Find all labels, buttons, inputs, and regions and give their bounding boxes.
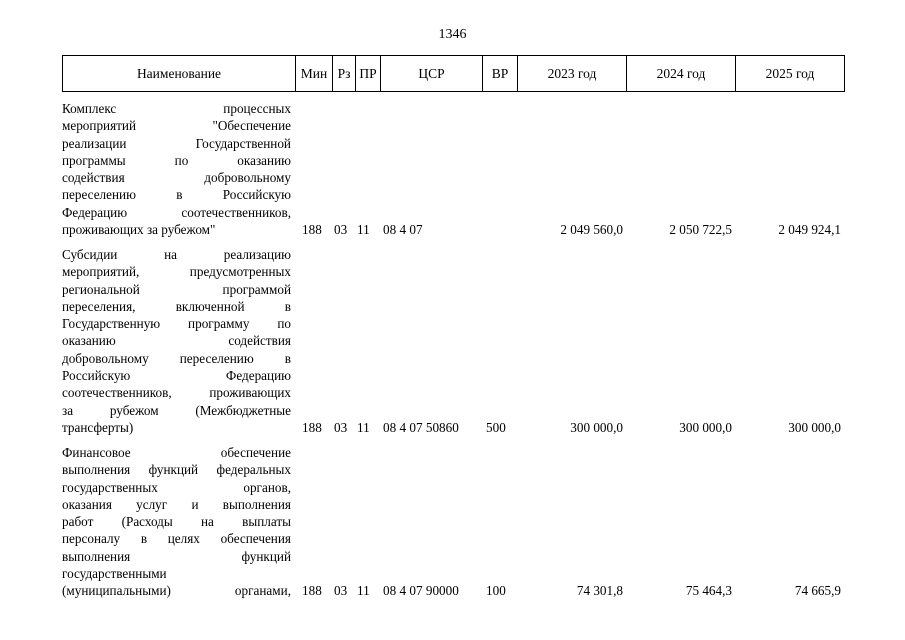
cell-2025: 74 665,9: [794, 583, 841, 598]
name-line: трансферты): [62, 419, 134, 435]
cell-2025: 2 049 924,1: [778, 222, 841, 237]
name-line: работ (Расходы на выплаты: [62, 514, 291, 530]
header-csr: ЦСР: [418, 65, 445, 81]
cell-csr: 08 4 07 50860: [383, 420, 459, 435]
name-line: Государственную программу по: [62, 316, 291, 332]
header-min: Мин: [300, 65, 328, 81]
cell-pr: 11: [357, 583, 370, 598]
cell-rz: 03: [334, 420, 348, 435]
header-name: Наименование: [136, 65, 222, 81]
cell-min: 188: [302, 420, 322, 435]
header-2023: 2023 год: [547, 65, 597, 81]
name-line: региональной программой: [62, 281, 291, 297]
cell-2024: 75 464,3: [685, 583, 732, 598]
page-number: 1346: [438, 27, 467, 42]
header-2025: 2025 год: [765, 65, 815, 81]
name-line: выполнения функций федеральных: [62, 462, 291, 478]
name-line: соотечественников, проживающих: [62, 385, 291, 401]
cell-rz: 03: [334, 583, 348, 598]
name-line: выполнения функций: [62, 548, 291, 564]
header-rz: Рз: [337, 65, 351, 81]
cell-2024: 300 000,0: [679, 420, 732, 435]
name-line: Федерацию соотечественников,: [62, 204, 291, 220]
name-line: Российскую Федерацию: [62, 368, 291, 384]
cell-min: 188: [302, 583, 322, 598]
name-line: за рубежом (Межбюджетные: [62, 402, 291, 418]
row-name: [62, 246, 291, 436]
name-line: государственных органов,: [62, 479, 291, 495]
cell-csr: 08 4 07: [383, 222, 423, 237]
cell-pr: 11: [357, 420, 370, 435]
name-line: оказанию содействия: [62, 333, 291, 349]
name-line: мероприятий, предусмотренных: [62, 264, 291, 280]
header-vr: ВР: [491, 65, 509, 81]
cell-rz: 03: [334, 222, 348, 237]
name-line: Субсидии на реализацию: [62, 247, 291, 262]
name-line: переселения, включенной в: [62, 298, 291, 314]
row-name: [62, 100, 291, 238]
cell-2023: 74 301,8: [576, 583, 623, 598]
cell-2024: 2 050 722,5: [669, 222, 732, 237]
cell-2023: 300 000,0: [570, 420, 623, 435]
name-line: мероприятий "Обеспечение: [62, 118, 291, 134]
name-line: программы по оказанию: [62, 152, 291, 168]
header-pr: ПР: [359, 65, 377, 81]
name-line: Комплекс процессных: [62, 101, 291, 116]
header-2024: 2024 год: [656, 65, 706, 81]
name-line: добровольному переселению в: [62, 350, 291, 366]
cell-2023: 2 049 560,0: [560, 222, 623, 237]
cell-2025: 300 000,0: [788, 420, 841, 435]
name-line: персоналу в целях обеспечения: [62, 531, 291, 547]
name-line: проживающих за рубежом": [62, 222, 216, 238]
cell-pr: 11: [357, 222, 370, 237]
cell-vr: 500: [486, 420, 506, 435]
name-line: содействия добровольному: [62, 170, 291, 186]
cell-vr: 100: [486, 583, 506, 598]
name-line: реализации Государственной: [62, 135, 291, 151]
name-line: Финансовое обеспечение: [62, 445, 291, 460]
name-line: (муниципальными) органами,: [62, 583, 291, 599]
table-header: [62, 55, 845, 92]
cell-csr: 08 4 07 90000: [383, 583, 459, 598]
name-line: государственными: [62, 566, 167, 582]
row-name: [62, 444, 291, 600]
name-line: переселению в Российскую: [62, 187, 291, 203]
name-line: оказания услуг и выполнения: [62, 496, 291, 512]
cell-min: 188: [302, 222, 322, 237]
